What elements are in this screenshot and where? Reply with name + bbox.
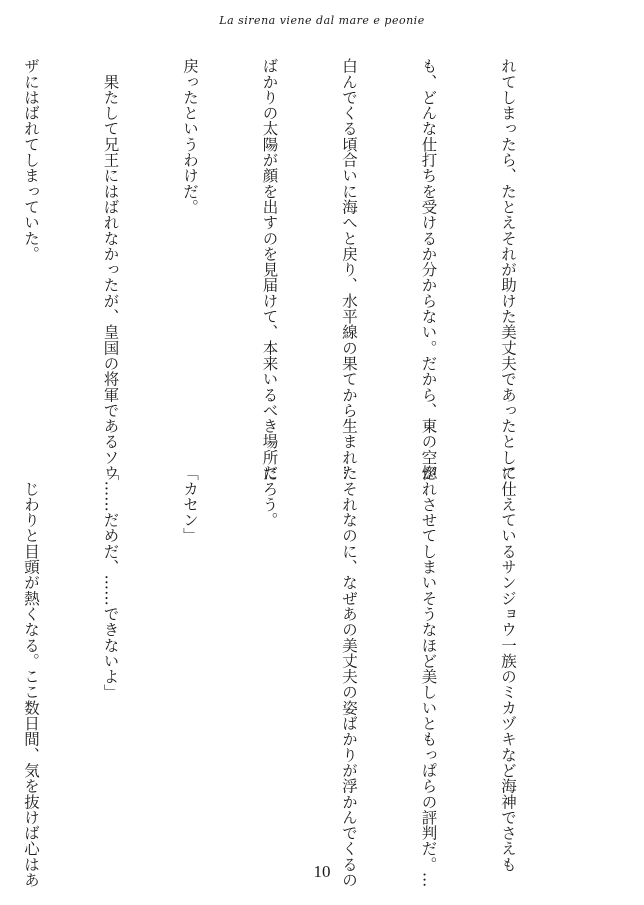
page-number: 10 — [313, 862, 331, 881]
text-line: 「……だめだ、……できないよ」 — [101, 465, 120, 700]
text-line: に仕えているサンジョウ一族のミカヅキなど海神でさえも — [499, 465, 517, 872]
text-line: だろう。 — [260, 465, 279, 528]
text-line: も、どんな仕打ちを受けるか分からない。だから、東の空が — [419, 58, 438, 481]
text-line: 果たして兄王にはばれなかったが、皇国の将軍であるソウ — [101, 58, 120, 481]
text-line: じわりと目頭が熱くなる。ここ数日間、気を抜けば心はあ — [22, 465, 40, 888]
upper-text-block — [22, 58, 574, 481]
running-title: La sirena viene dal mare e peonie — [219, 14, 425, 27]
text-line: 惚れさせてしまいそうなほど美しいともっぱらの評判だ。… — [419, 465, 438, 888]
text-line: ばかりの太陽が顔を出すのを見届けて、本来いるべき場所に — [260, 58, 279, 481]
text-line: 「カセン」 — [181, 465, 199, 544]
text-line: ザにはばれてしまっていた。 — [22, 58, 40, 262]
text-line: 戻ったというわけだ。 — [181, 58, 199, 215]
text-line: れてしまったら、たとえそれが助けた美丈夫であったとして — [499, 58, 517, 481]
text-line: …それなのに、なぜあの美丈夫の姿ばかりが浮かんでくるの — [340, 465, 358, 888]
text-line: 白んでくる頃合いに海へと戻り、水平線の果てから生まれた — [340, 58, 358, 481]
